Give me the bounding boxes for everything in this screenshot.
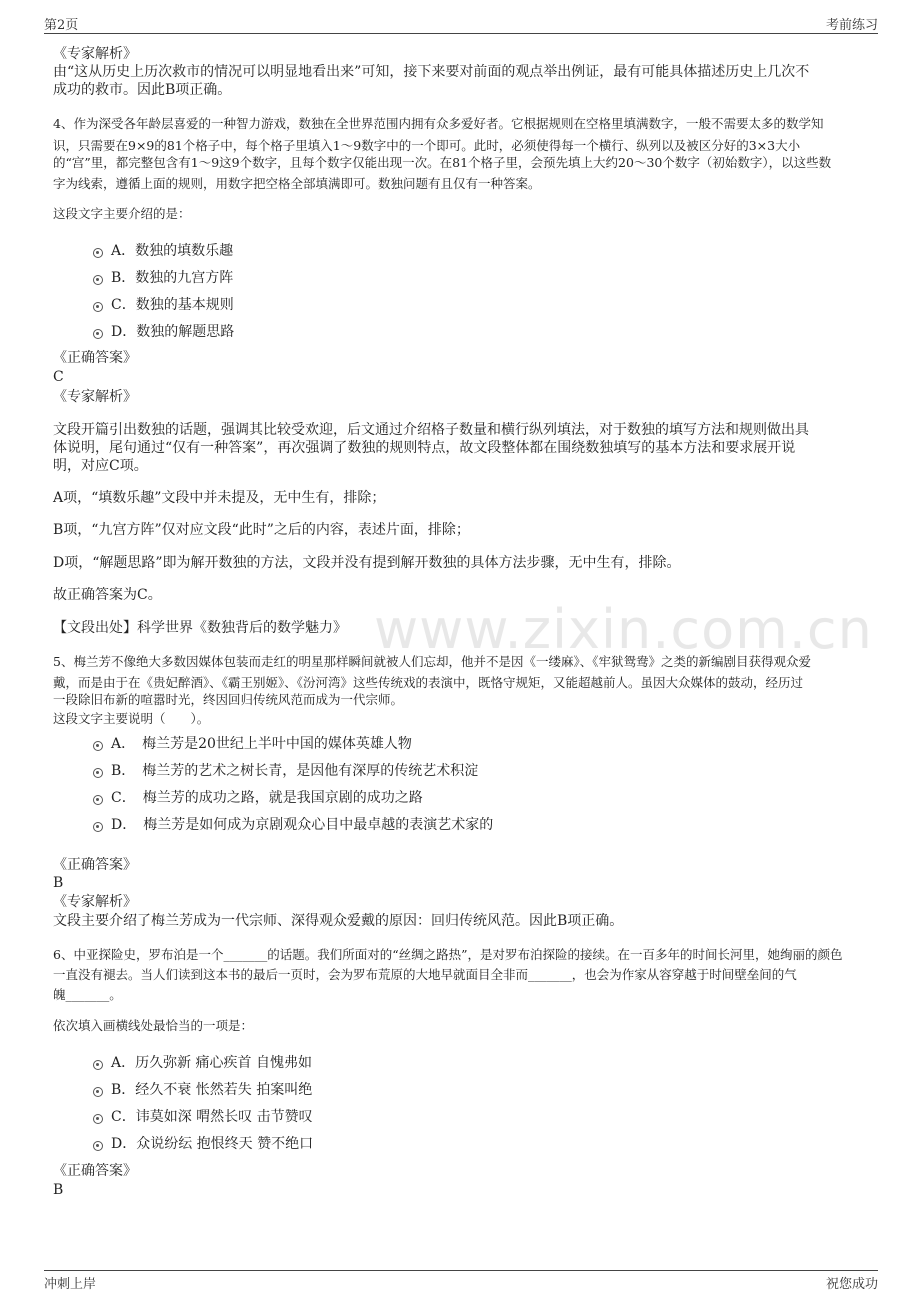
watermark: www.zixin.com.cn (374, 598, 873, 661)
q6-stem-line-1: 6、中亚探险史，罗布泊是一个_______的话题。我们所面对的“丝绸之路热”，是对罗布泊探险的接续。在一百多年的时间长河里，她绚丽的颜色 (53, 947, 843, 962)
q5-option-c[interactable] (93, 787, 423, 807)
option-label: B． 梅兰芳的艺术之树长青，是因他有深厚的传统艺术积淀 (111, 763, 479, 779)
q4-option-c[interactable] (93, 294, 234, 314)
radio-icon[interactable] (93, 1087, 103, 1097)
option-label: B．经久不衰 怅然若失 拍案叫绝 (111, 1082, 313, 1098)
q4-option-b[interactable] (93, 267, 233, 287)
q6-option-c[interactable] (93, 1106, 313, 1126)
q4-stem-line-1: 4、作为深受各年龄层喜爱的一种智力游戏，数独在全世界范围内拥有众多爱好者。它根据规则在空格里填满数字，一般不需要太多的数学知 (53, 116, 824, 131)
footer-rule (44, 1270, 878, 1271)
radio-icon[interactable] (93, 275, 103, 285)
q5-answer-label: 《正确答案》 (53, 857, 137, 873)
option-label: B．数独的九宫方阵 (111, 270, 234, 286)
q3-expert-label: 《专家解析》 (53, 46, 137, 62)
footer-right: 祝您成功 (826, 1277, 879, 1292)
q6-question: 依次填入画横线处最恰当的一项是： (53, 1018, 254, 1033)
radio-icon[interactable] (93, 1060, 103, 1070)
q4-stem-line-2: 识，只需要在9×9的81个格子中，每个格子里填入1～9数字中的一个即可。此时，必须使得每一个横行、纵列以及被区分好的3×3大小 (53, 138, 801, 153)
radio-icon[interactable] (93, 248, 103, 258)
radio-icon[interactable] (93, 329, 103, 339)
q4-analysis-line-1: 文段开篇引出数独的话题，强调其比较受欢迎，后文通过介绍格子数量和横行纵列填法，对于数独的填写方法和规则做出具 (53, 422, 809, 438)
q5-option-b[interactable] (93, 760, 478, 780)
radio-icon[interactable] (93, 1114, 103, 1124)
option-label: D．众说纷纭 抱恨终天 赞不绝口 (111, 1136, 314, 1152)
q5-stem-line-2: 戴，而是由于在《贵妃醉酒》、《霸王别姬》、《汾河湾》这些传统戏的表演中，既恪守规矩，又能超越前人。虽因大众媒体的鼓动，经历过 (53, 675, 804, 690)
q4-note-a: A项，“填数乐趣”文段中并未提及，无中生有，排除； (53, 490, 386, 506)
radio-icon[interactable] (93, 795, 103, 805)
q5-stem-line-3: 一段除旧布新的喧嚣时光，终因回归传统风范而成为一代宗师。 (53, 692, 404, 707)
q6-answer: B (53, 1182, 64, 1198)
q4-question: 这段文字主要介绍的是： (53, 206, 191, 221)
option-label: A．历久弥新 痛心疾首 自愧弗如 (111, 1055, 313, 1071)
radio-icon[interactable] (93, 741, 103, 751)
q5-option-d[interactable] (93, 814, 493, 834)
option-label: C．讳莫如深 喟然长叹 击节赞叹 (111, 1109, 313, 1125)
radio-icon[interactable] (93, 1141, 103, 1151)
q5-answer: B (53, 875, 64, 891)
radio-icon[interactable] (93, 822, 103, 832)
q4-option-d[interactable] (93, 321, 234, 341)
page-number: 第2页 (44, 18, 79, 33)
q4-answer-label: 《正确答案》 (53, 350, 137, 366)
q6-option-d[interactable] (93, 1133, 313, 1153)
q5-expert-label: 《专家解析》 (53, 894, 137, 910)
q5-stem-line-1: 5、梅兰芳不像绝大多数因媒体包装而走红的明星那样瞬间就被人们忘却，他并不是因《一缕麻》、《牢狱鸳鸯》之类的新编剧目获得观众爱 (53, 654, 811, 669)
q4-analysis-line-2: 体说明，尾句通过“仅有一种答案”，再次强调了数独的规则特点，故文段整体都在围绕数独填写的基本方法和要求展开说 (53, 440, 796, 456)
q6-option-a[interactable] (93, 1052, 312, 1072)
q4-stem-line-4: 字为线索，遵循上面的规则，用数字把空格全部填满即可。数独问题有且仅有一种答案。 (53, 176, 541, 191)
q4-analysis-line-3: 明，对应C项。 (53, 458, 148, 474)
header-rule (44, 33, 878, 34)
option-label: D． 梅兰芳是如何成为京剧观众心目中最卓越的表演艺术家的 (111, 817, 494, 833)
header-title: 考前练习 (826, 18, 879, 33)
q3-analysis-line-2: 成功的救市。因此B项正确。 (53, 82, 232, 98)
q4-stem-line-3: 的“宫”里，都完整包含有1～9这9个数字，且每个数字仅能出现一次。在81个格子里，会预先填上大约20～30个数字（初始数字），以这些数 (53, 155, 832, 170)
option-label: A．数独的填数乐趣 (111, 243, 234, 259)
q4-source: 【文段出处】科学世界《数独背后的数学魅力》 (53, 620, 347, 636)
footer-left: 冲刺上岸 (44, 1277, 97, 1292)
q6-stem-line-3: 魄_______。 (53, 987, 122, 1002)
q4-conclusion: 故正确答案为C。 (53, 587, 162, 603)
q6-stem-line-2: 一直没有褪去。当人们读到这本书的最后一页时，会为罗布荒原的大地早就面目全非而_______，也会为作家从容穿越于时间壁垒间的气 (53, 967, 797, 982)
radio-icon[interactable] (93, 302, 103, 312)
option-label: C．数独的基本规则 (111, 297, 234, 313)
q5-analysis: 文段主要介绍了梅兰芳成为一代宗师、深得观众爱戴的原因：回归传统风范。因此B项正确。 (53, 913, 624, 929)
q4-note-b: B项，“九宫方阵”仅对应文段“此时”之后的内容，表述片面，排除； (53, 522, 470, 538)
q4-answer: C (53, 369, 64, 385)
q5-question: 这段文字主要说明（ ）。 (53, 711, 210, 726)
q4-option-a[interactable] (93, 240, 233, 260)
radio-icon[interactable] (93, 768, 103, 778)
option-label: D．数独的解题思路 (111, 324, 235, 340)
q6-answer-label: 《正确答案》 (53, 1163, 137, 1179)
q6-option-b[interactable] (93, 1079, 312, 1099)
q4-note-d: D项，“解题思路”即为解开数独的方法，文段并没有提到解开数独的具体方法步骤，无中生有，排除。 (53, 555, 681, 571)
q4-expert-label: 《专家解析》 (53, 389, 137, 405)
q5-option-a[interactable] (93, 733, 412, 753)
option-label: A． 梅兰芳是20世纪上半叶中国的媒体英雄人物 (111, 736, 412, 752)
q3-analysis-line-1: 由“这从历史上历次救市的情况可以明显地看出来”可知，接下来要对前面的观点举出例证，最有可能具体描述历史上几次不 (53, 64, 810, 80)
option-label: C． 梅兰芳的成功之路，就是我国京剧的成功之路 (111, 790, 423, 806)
